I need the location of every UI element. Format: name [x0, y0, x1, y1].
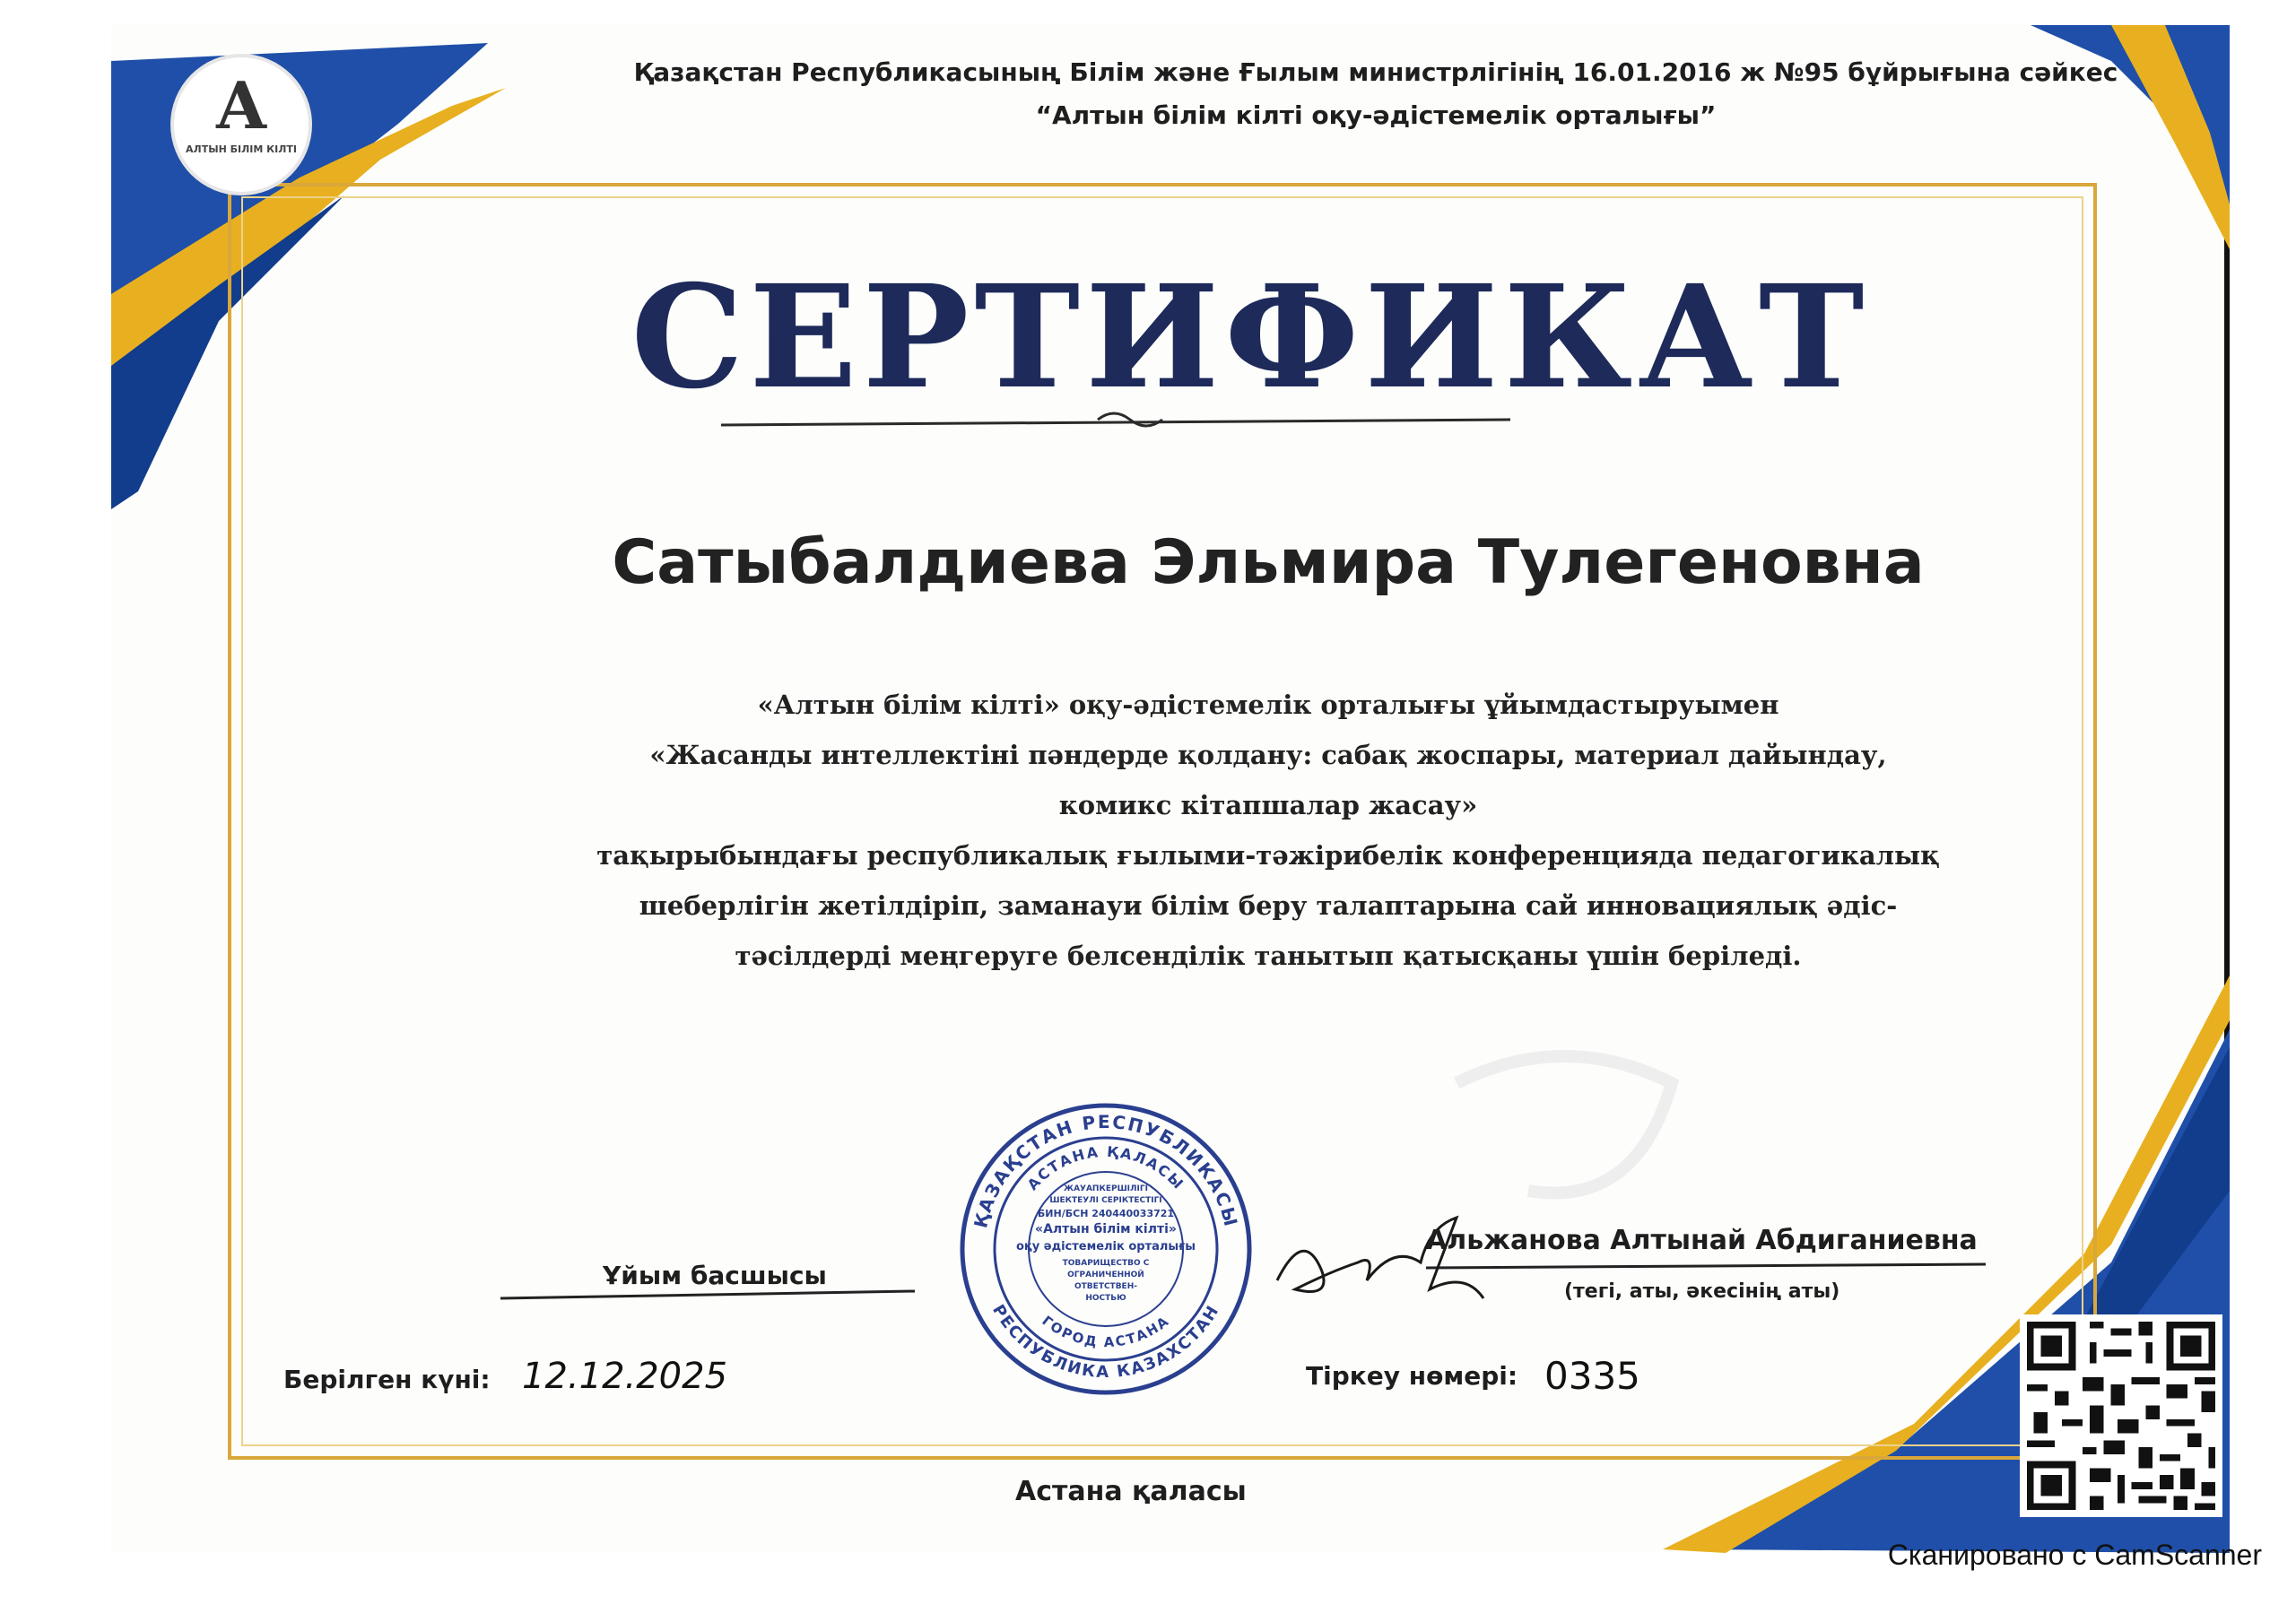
stamp-line: оқу әдістемелік орталығы [1016, 1240, 1196, 1253]
registration-number: 0335 [1544, 1354, 1640, 1398]
body-line: тақырыбындағы республикалық ғылыми-тәжірибелік конференцияда педагогикалық [596, 840, 1940, 871]
stamp-line: НОСТЬЮ [1085, 1294, 1126, 1303]
body-line: комикс кітапшалар жасау» [1058, 790, 1478, 820]
header-center-name: “Алтын білім кілті оқу-әдістемелік орталығы” [1035, 100, 1717, 130]
scanner-watermark: Сканировано с CamScanner [1887, 1539, 2262, 1571]
qr-code [2020, 1314, 2222, 1517]
body-line: «Жасанды интеллектіні пәндерде қолдану: сабақ жоспары, материал дайындау, [649, 740, 1887, 770]
registration-label: Тіркеу нөмері: [1306, 1361, 1518, 1391]
director-name: Альжанова Алтынай Абдиганиевна [1426, 1225, 1978, 1256]
body-line: «Алтын білім кілті» оқу-әдістемелік орталығы ұйымдастыруымен [757, 690, 1779, 720]
head-signature-line [500, 1291, 915, 1298]
stamp-outer-bottom: РЕСПУБЛИКА КАЗАХСТАН [988, 1301, 1223, 1383]
logo-caption: АЛТЫН БІЛІМ КІЛТІ [186, 143, 297, 155]
issued-date: 12.12.2025 [522, 1356, 728, 1397]
stamp-outer-top: ҚАЗАҚСТАН РЕСПУБЛИКАСЫ [970, 1110, 1242, 1230]
head-label: Ұйым басшысы [603, 1261, 827, 1290]
stamp-line: «Алтын білім кілті» [1035, 1222, 1177, 1236]
body-line: шеберлігін жетілдіріп, заманауи білім беру талаптарына сай инновациялық әдіс- [639, 890, 1898, 921]
header-decree-line: Қазақстан Республикасының Білім және Ғылым министрлігінің 16.01.2016 ж №95 бұйрығына сәйкес [633, 57, 2118, 87]
body-line: тәсілдерді меңгеруге белсенділік танытып қатысқаны үшін беріледі. [735, 941, 1802, 971]
stamp-line: ТОВАРИЩЕСТВО С [1062, 1259, 1150, 1268]
issued-label: Берілген күні: [283, 1365, 491, 1394]
stamp-line: БИН/БСН 240440033721 [1037, 1208, 1175, 1219]
logo-letter: A [216, 67, 266, 143]
svg-text:ГОРОД АСТАНА [1039, 1313, 1172, 1350]
official-stamp [958, 1101, 1254, 1397]
stamp-line: ОТВЕТСТВЕН- [1074, 1282, 1137, 1291]
center-logo [174, 57, 309, 192]
stamp-line: ШЕКТЕУЛІ СЕРІКТЕСТІГІ [1049, 1196, 1162, 1205]
stamp-line: ЖАУАПКЕРШІЛІГІ [1064, 1184, 1148, 1193]
stamp-inner-bottom: ГОРОД АСТАНА [1039, 1312, 1173, 1351]
certificate-sheet [111, 25, 2230, 1553]
stamp-inner-top: АСТАНА ҚАЛАСЫ [1023, 1142, 1188, 1193]
stamp-line: ОГРАНИЧЕННОЙ [1067, 1271, 1144, 1279]
watermark-flourish [1457, 1056, 1672, 1193]
director-name-caption: (тегі, аты, әкесінің аты) [1564, 1280, 1840, 1303]
issue-city: Астана қаласы [1015, 1476, 1247, 1507]
certificate-title: СЕРТИФИКАТ [631, 255, 1870, 421]
recipient-name: Сатыбалдиева Эльмира Тулегеновна [612, 527, 1925, 598]
director-signature-line [1426, 1264, 1986, 1268]
certificate-body [596, 680, 1941, 981]
